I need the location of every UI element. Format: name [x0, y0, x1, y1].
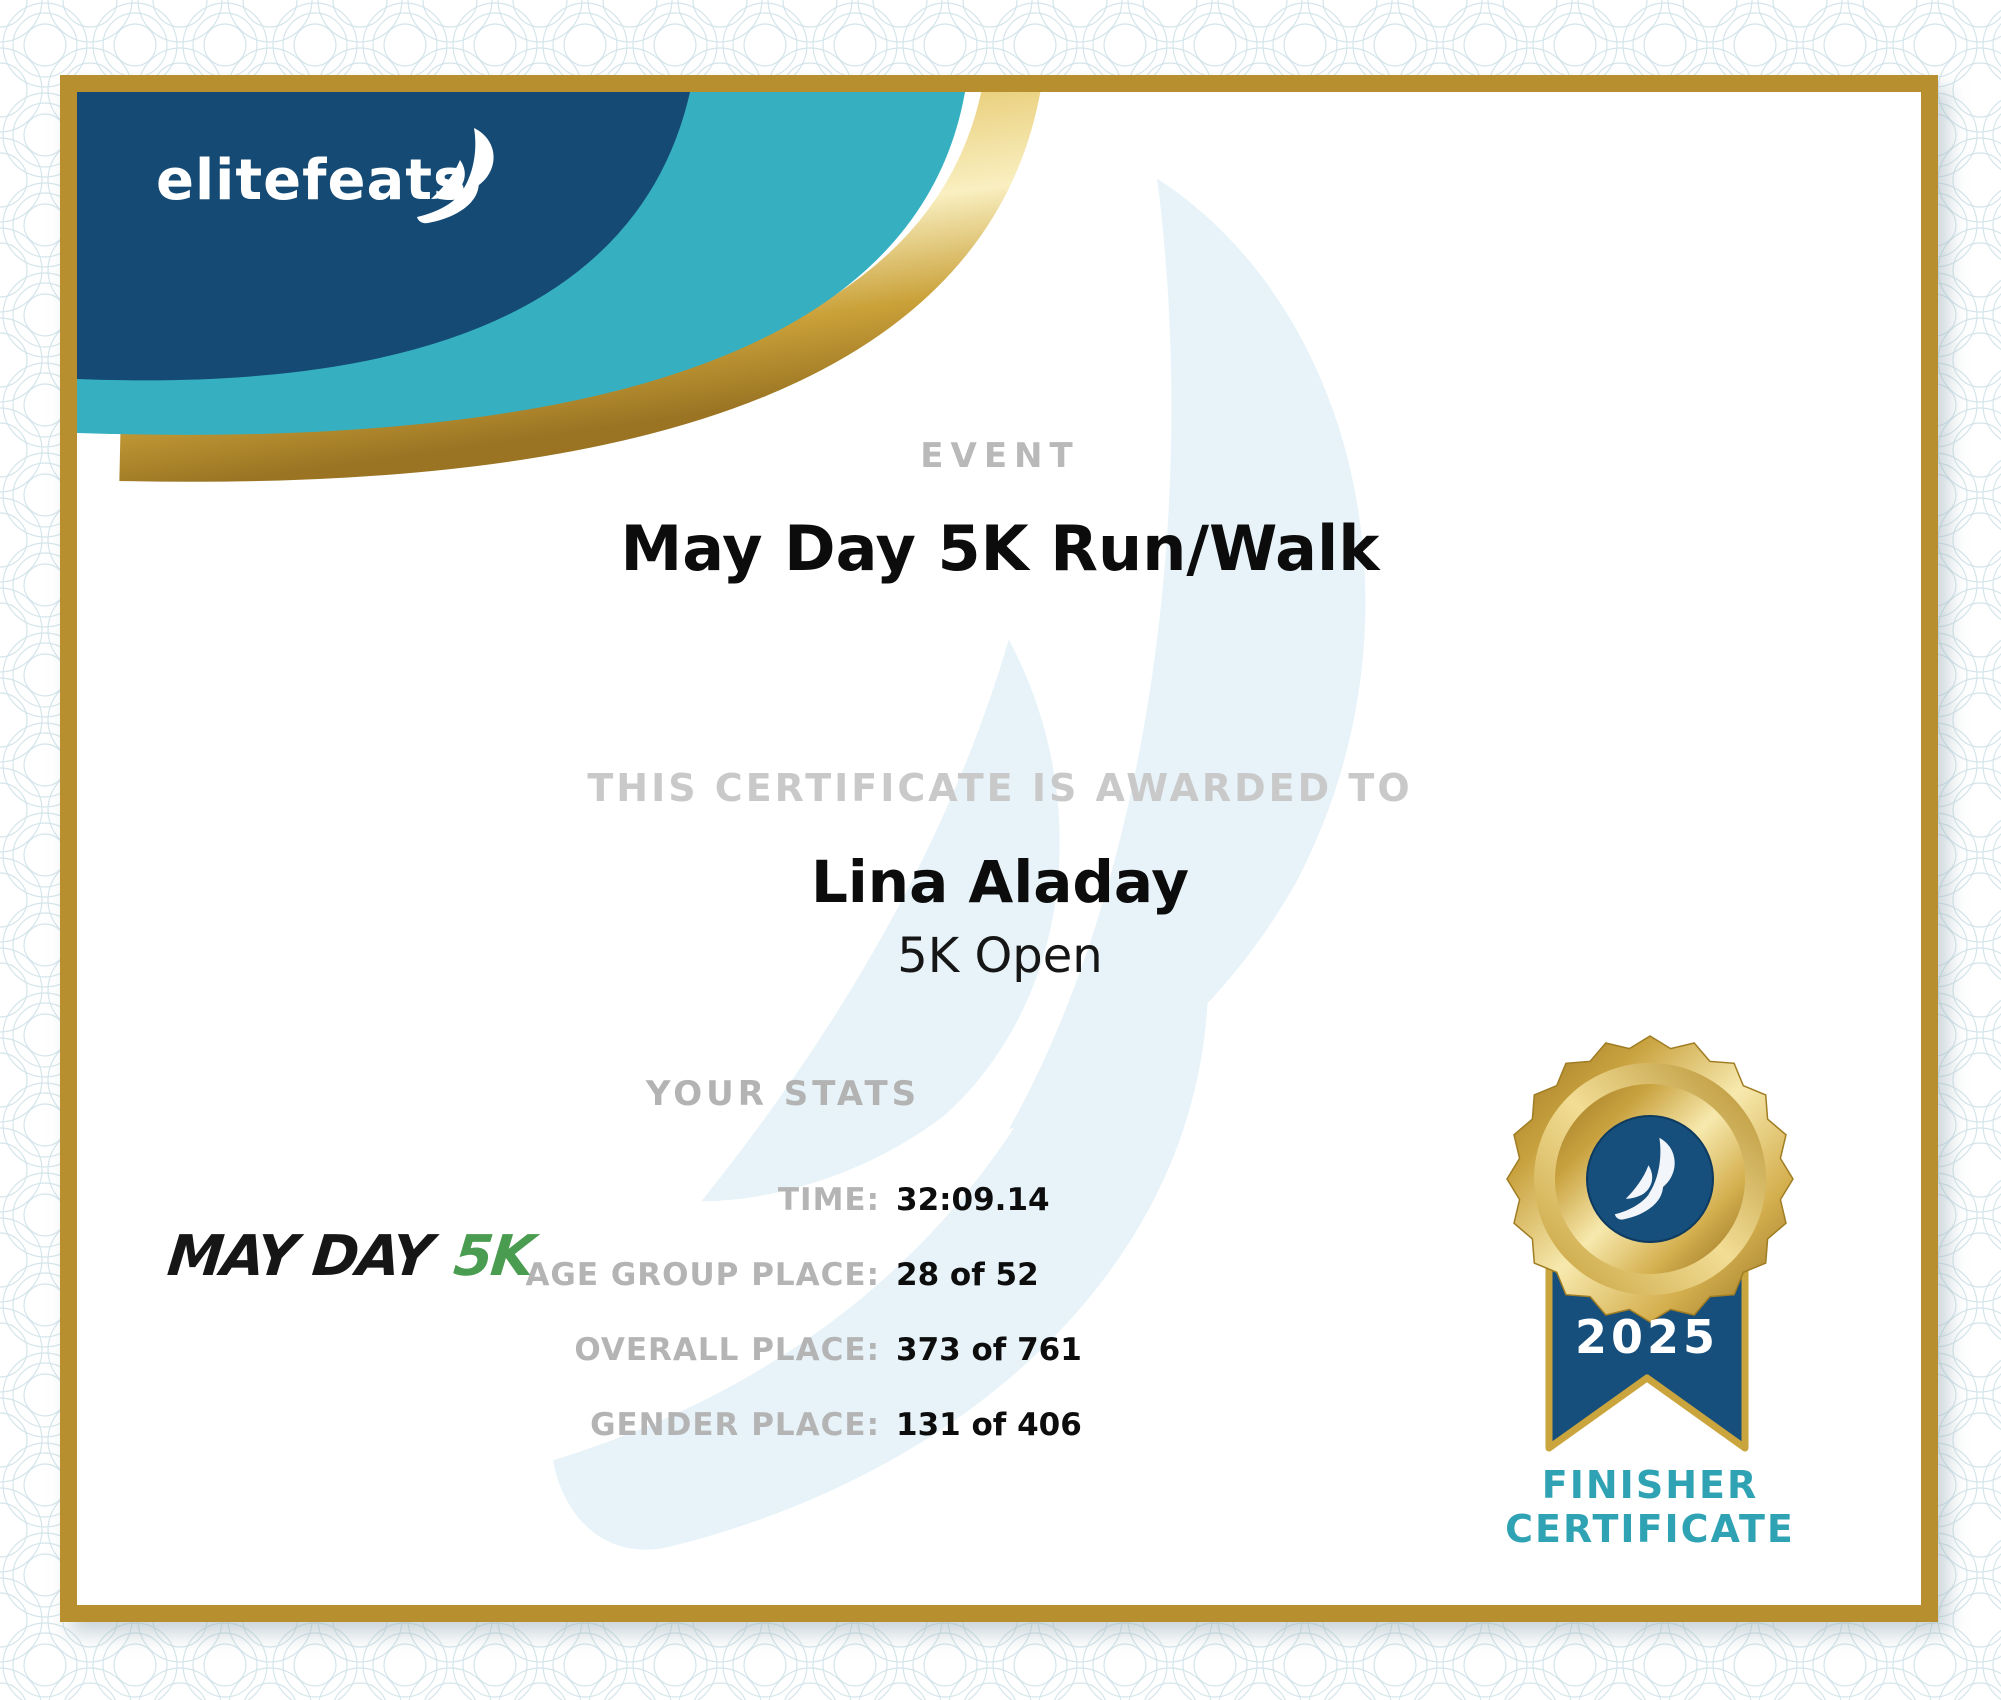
stat-label-age-group-place: AGE GROUP PLACE: — [525, 1257, 880, 1293]
badge-caption-line2: CERTIFICATE — [1505, 1506, 1795, 1551]
badge-year: 2025 — [1574, 1310, 1720, 1364]
stat-label-time: TIME: — [777, 1182, 880, 1218]
awarded-label: THIS CERTIFICATE IS AWARDED TO — [587, 766, 1413, 810]
stat-value-age-group-place: 28 of 52 — [896, 1257, 1039, 1293]
recipient-division: 5K Open — [897, 928, 1103, 984]
event-title: May Day 5K Run/Walk — [620, 512, 1380, 585]
stats-section-label: YOUR STATS — [645, 1074, 921, 1114]
event-logo-text: MAY DAY — [164, 1224, 435, 1289]
badge-caption — [1440, 1464, 1860, 1551]
stat-value-overall-place: 373 of 761 — [896, 1332, 1082, 1368]
stat-value-gender-place: 131 of 406 — [896, 1407, 1082, 1443]
stat-label-overall-place: OVERALL PLACE: — [574, 1332, 880, 1368]
brand-wordmark: elitefeats — [156, 148, 468, 213]
stat-value-time: 32:09.14 — [896, 1182, 1050, 1218]
badge-caption-line1: FINISHER — [1541, 1463, 1759, 1507]
brand-winged-foot-icon — [412, 96, 512, 256]
recipient-name: Lina Aladay — [810, 848, 1190, 916]
event-logo-5k: 5K — [450, 1224, 536, 1289]
stat-label-gender-place: GENDER PLACE: — [590, 1407, 880, 1443]
event-logo-mayday-5k — [165, 1224, 536, 1289]
event-section-label: EVENT — [920, 436, 1080, 476]
